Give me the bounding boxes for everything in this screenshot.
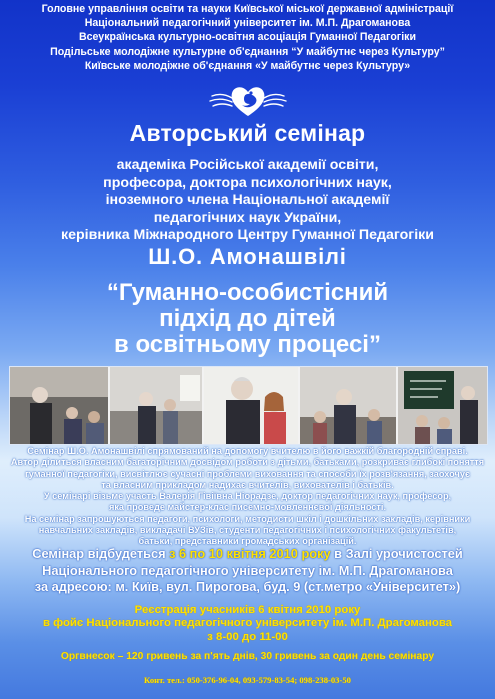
registration-line: в фойє Національного педагогічного університету ім. М.П. Драгоманова: [42, 617, 453, 630]
dates-suffix: в Залі урочистостей: [330, 546, 463, 561]
author-credentials: [0, 157, 495, 245]
organizer-line: Всеукраїнська культурно-освітня асоціація Гуманної Педагогіки: [79, 31, 416, 44]
credential-line: професора, доктора психологічних наук,: [103, 174, 392, 191]
teacher-with-child-photo: [204, 367, 298, 444]
organizer-line: Національний педагогічний університет ім. М.П. Драгоманова: [84, 17, 411, 30]
description-line: На семінар запрошуються педагоги, психологи, методисти шкіл і дошкільних закладів, керівники: [24, 513, 471, 524]
credential-line: педагогічних наук України,: [153, 209, 342, 226]
registration-line: Реєстрація учасників 6 квітня 2010 року: [134, 604, 361, 616]
classroom-photo: [110, 367, 202, 444]
organizer-line: Головне управління освіти та науки Київської міської державної адміністрації: [41, 3, 454, 15]
description-line: У семінарі візьме участь Валерія Гівіївна Ніорадзе, доктор педагогічних наук, професор,: [43, 491, 452, 502]
classroom-photo: [10, 367, 108, 444]
organizer-line: Подільське молодіжне культурне об'єднання “У майбутнє через Культуру”: [50, 45, 445, 58]
credential-line: академіка Російської академії освіти,: [116, 157, 379, 173]
blackboard-classroom-photo: [398, 367, 487, 444]
credential-line: керівника Міжнародного Центру Гуманної Педагогіки: [61, 227, 434, 244]
venue-line: Національного педагогічного університету ім. М.П. Драгоманова: [42, 562, 453, 578]
description-line: та власним прикладом надихає вчителів, вихователів і батьків.: [101, 479, 394, 490]
topic-line: “Гуманно-особистісний: [106, 279, 389, 306]
seminar-dates-venue: [0, 546, 495, 596]
organizer-line: Київське молодіжне об'єднання «У майбутнє через Культуру»: [84, 59, 411, 72]
description-line: яка проведе майстер-клас писемно-мовленнєвої діяльності.: [108, 502, 387, 513]
registration-line: з 8-00 до 11-00: [207, 630, 288, 643]
dates-prefix: Семінар відбудеться: [32, 546, 170, 561]
contact-phones: Конт. тел.: 050-376-96-04, 093-579-83-54; 098-238-03-50: [144, 675, 351, 685]
organizers-block: [0, 2, 495, 73]
description-line: навчальних закладів, викладачі ВУЗів, студенти педагогічних і психологічних факультетів,: [38, 525, 457, 536]
author-name: Ш.О. Амонашвілі: [148, 244, 347, 269]
seminar-topic: [0, 280, 495, 358]
registration-fee: Оргвнесок – 120 гривень за п'ять днів, 30 гривень за один день семінару: [60, 651, 435, 662]
registration-info: [0, 604, 495, 644]
description-line: гуманної педагогіки, висвітлює сучасні проблеми виховання та способи їх розв'язання, заохочує: [24, 468, 471, 479]
dates-line: [0, 546, 495, 563]
topic-line: підхід до дітей: [159, 305, 336, 332]
credential-line: іноземного члена Національної академії: [105, 192, 390, 209]
address-line: за адресою: м. Київ, вул. Пирогова, буд. 9 (ст.метро «Університет»): [34, 579, 461, 595]
photo-strip: [9, 366, 488, 445]
description-line: Семінар Ш.О. Амонашвілі спрямований на допомогу вчителю в його важкій благородній справі.: [27, 446, 468, 456]
heart-swan-icon: [206, 82, 290, 118]
classroom-photo: [300, 367, 396, 444]
description-line: Автор ділиться власним багаторічним досвідом роботи з дітьми, батьками, розкриває глибокі поняття: [10, 457, 485, 468]
dates-highlight: з 6 по 10 квітня 2010 року: [169, 546, 331, 561]
seminar-description: [0, 446, 495, 548]
seminar-title: Авторський семінар: [129, 120, 366, 146]
topic-line: в освітньому процесі”: [114, 331, 381, 358]
description-line: батьки, представники громадських організацій.: [138, 536, 357, 547]
